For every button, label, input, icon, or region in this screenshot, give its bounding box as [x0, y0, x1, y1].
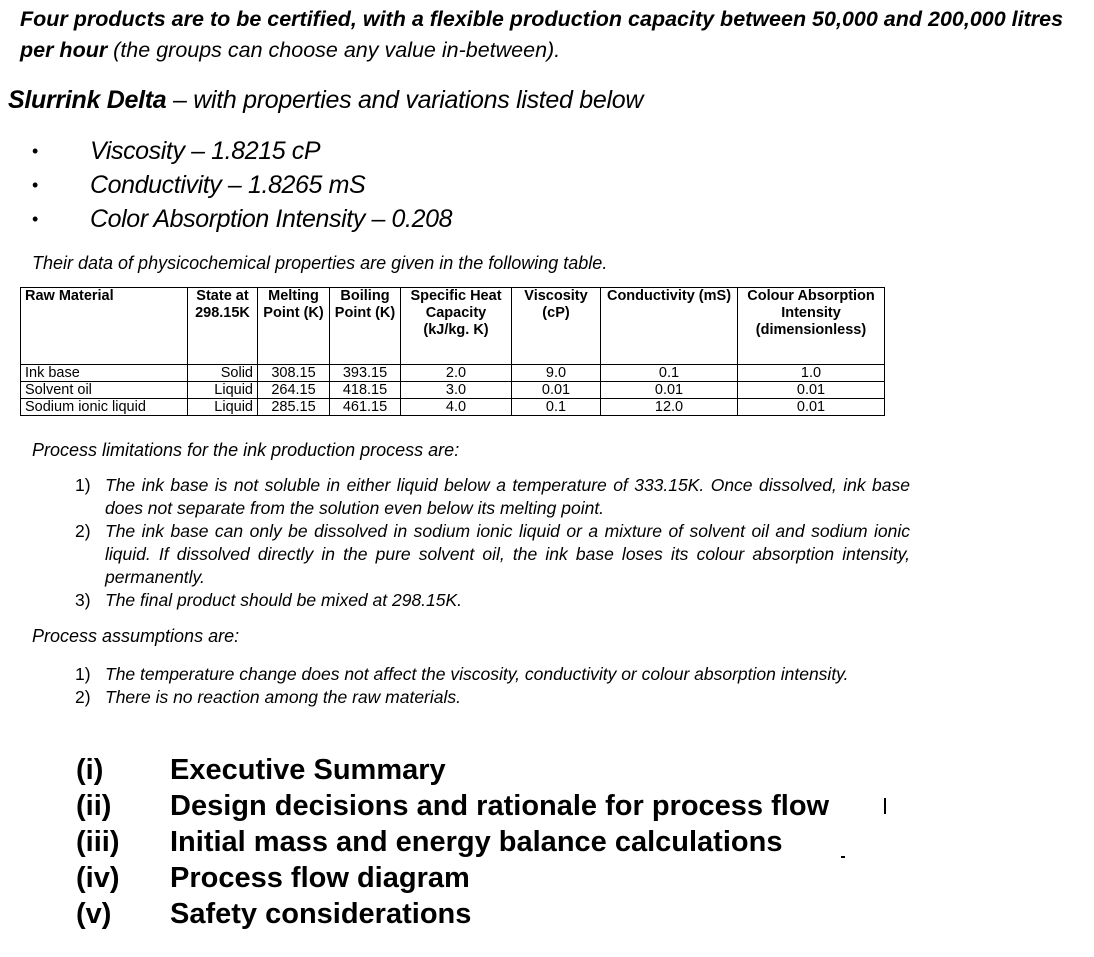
assumptions-list	[75, 663, 910, 709]
cell-state: Liquid	[188, 382, 258, 399]
cell-name: Ink base	[21, 365, 188, 382]
list-item	[30, 168, 452, 202]
list-item	[75, 663, 910, 686]
cell-conductivity: 0.01	[601, 382, 738, 399]
list-item	[75, 589, 910, 612]
bullet-icon: •	[32, 174, 38, 195]
property-text: Color Absorption Intensity – 0.208	[90, 204, 453, 233]
table-caption: Their data of physicochemical properties are given in the following table.	[32, 253, 608, 273]
item-number: 3)	[75, 590, 91, 610]
header-melting-point: Melting Point (K)	[258, 288, 330, 365]
item-text: Safety considerations	[170, 897, 472, 930]
intro-bold-text: Four products are to be certified, with a flexible production capacity between 50,000 and 200,000 litres per hour	[20, 7, 1064, 62]
limitations-title: Process limitations for the ink production process are:	[32, 440, 460, 460]
list-item	[75, 686, 910, 709]
cursor-mark	[884, 798, 886, 814]
item-text: Executive Summary	[170, 753, 446, 786]
item-number: (v)	[76, 897, 112, 930]
product-heading	[8, 86, 643, 115]
cell-specific-heat: 3.0	[401, 382, 512, 399]
item-text: Process flow diagram	[170, 861, 470, 894]
list-item	[30, 202, 452, 236]
cell-specific-heat: 4.0	[401, 399, 512, 416]
bullet-icon: •	[32, 208, 38, 229]
cell-viscosity: 9.0	[512, 365, 601, 382]
property-text: Conductivity – 1.8265 mS	[90, 170, 366, 199]
properties-table	[20, 287, 885, 416]
cell-boiling: 461.15	[330, 399, 401, 416]
item-text: There is no reaction among the raw materials.	[105, 687, 461, 707]
assumptions-title: Process assumptions are:	[32, 626, 240, 646]
cell-colour: 0.01	[738, 399, 885, 416]
cell-viscosity: 0.01	[512, 382, 601, 399]
list-item	[75, 520, 910, 589]
list-item	[76, 860, 829, 896]
header-viscosity: Viscosity (cP)	[512, 288, 601, 365]
header-raw-material: Raw Material	[21, 288, 188, 365]
header-state: State at 298.15K	[188, 288, 258, 365]
header-specific-heat: Specific Heat Capacity (kJ/kg. K)	[401, 288, 512, 365]
limitations-list	[75, 474, 910, 612]
cell-melting: 308.15	[258, 365, 330, 382]
deliverables-list	[76, 752, 829, 932]
cell-specific-heat: 2.0	[401, 365, 512, 382]
table-row	[21, 399, 885, 416]
intro-paragraph	[20, 4, 1080, 66]
cell-name: Solvent oil	[21, 382, 188, 399]
list-item	[76, 788, 829, 824]
list-item	[76, 824, 829, 860]
item-number: 1)	[75, 664, 91, 684]
item-number: (iv)	[76, 861, 120, 894]
cell-boiling: 418.15	[330, 382, 401, 399]
stray-mark	[841, 856, 845, 858]
cell-name: Sodium ionic liquid	[21, 399, 188, 416]
product-subtitle: – with properties and variations listed below	[166, 86, 644, 114]
item-text: Initial mass and energy balance calculations	[170, 825, 783, 858]
product-properties-list	[30, 134, 452, 236]
item-number: (iii)	[76, 825, 120, 858]
header-conductivity: Conductivity (mS)	[601, 288, 738, 365]
cell-melting: 264.15	[258, 382, 330, 399]
item-number: 2)	[75, 521, 91, 541]
intro-paren-text: (the groups can choose any value in-between).	[107, 38, 561, 62]
cell-colour: 0.01	[738, 382, 885, 399]
header-colour-absorption: Colour Absorption Intensity (dimensionless)	[738, 288, 885, 365]
list-item	[76, 752, 829, 788]
header-boiling-point: Boiling Point (K)	[330, 288, 401, 365]
table-row	[21, 365, 885, 382]
item-number: 2)	[75, 687, 91, 707]
bullet-icon: •	[32, 140, 38, 161]
list-item	[76, 896, 829, 932]
item-number: (ii)	[76, 789, 112, 822]
cell-conductivity: 12.0	[601, 399, 738, 416]
cell-melting: 285.15	[258, 399, 330, 416]
item-number: (i)	[76, 753, 104, 786]
list-item	[30, 134, 452, 168]
cell-conductivity: 0.1	[601, 365, 738, 382]
cell-boiling: 393.15	[330, 365, 401, 382]
item-text: The temperature change does not affect the viscosity, conductivity or colour absorption intensity.	[105, 664, 849, 684]
property-text: Viscosity – 1.8215 cP	[90, 136, 321, 165]
table-row	[21, 382, 885, 399]
item-text: The final product should be mixed at 298.15K.	[105, 590, 463, 610]
cell-colour: 1.0	[738, 365, 885, 382]
item-text: The ink base can only be dissolved in sodium ionic liquid or a mixture of solvent oil and sodium ionic liquid. If dissolved directly in the pure solvent oil, the ink base loses its colour absorption intensity, permanently.	[105, 521, 910, 587]
table-header-row	[21, 288, 885, 365]
list-item	[75, 474, 910, 520]
item-text: The ink base is not soluble in either liquid below a temperature of 333.15K. Once dissolved, ink base does not separate from the solution even below its melting point.	[105, 475, 910, 518]
product-name: Slurrink Delta	[8, 86, 167, 114]
cell-state: Liquid	[188, 399, 258, 416]
item-text: Design decisions and rationale for process flow	[170, 789, 830, 822]
cell-state: Solid	[188, 365, 258, 382]
item-number: 1)	[75, 475, 91, 495]
cell-viscosity: 0.1	[512, 399, 601, 416]
